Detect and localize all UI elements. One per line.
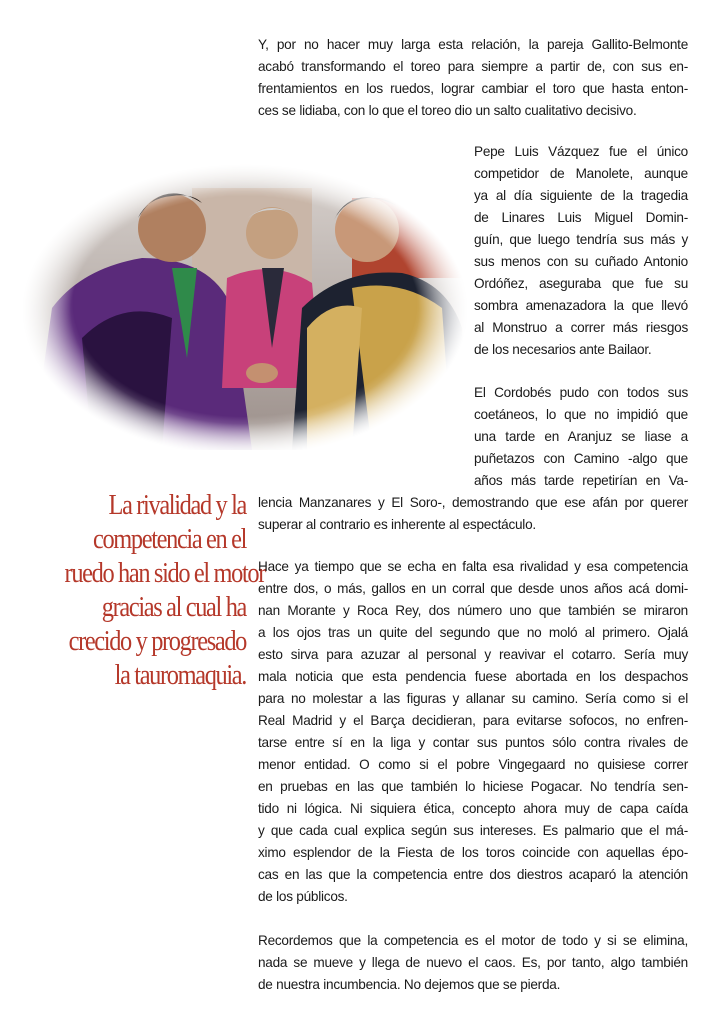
text-line: de Linares Luis Miguel Domin- [474, 210, 688, 225]
text-line: acabó transformando el toreo para siempre a partir de, con sus en- [258, 59, 688, 74]
text-line: nada se mueve y llega de nuevo el caos. Es, por tanto, algo también [258, 955, 688, 970]
text-line: superar al contrario es inherente al espectáculo. [258, 517, 536, 532]
text-line: nan Morante y Roca Rey, dos número uno que también se miraron [258, 603, 688, 618]
text-line: en pruebas en las que también lo hiciese Pogacar. No tendría sen- [258, 779, 688, 794]
text-line: Ordóñez, aseguraba que fue su [474, 276, 688, 291]
text-line: años más tarde repetirían en Va- [474, 473, 688, 488]
text-line: mala noticia que esta pendencia fuese abortada en los despachos [258, 669, 688, 684]
closing-paragraph [258, 930, 688, 996]
text-line: lencia Manzanares y El Soro-, demostrando que ese afán por querer [258, 495, 688, 510]
cordobes-paragraph-continued [258, 492, 688, 536]
text-line: a los ojos tras un quite del segundo que no moló al primero. Ojalá [258, 625, 688, 640]
text-line: de nuestra incumbencia. No dejemos que se pierda. [258, 977, 561, 992]
text-line: guín, que luego tendría sus más y [474, 232, 688, 247]
text-line: de los públicos. [258, 889, 348, 904]
pull-quote-line: La rivalidad y la [108, 489, 246, 521]
text-line: esto sirva para azuzar al personal y reavivar el cotarro. Sería muy [258, 647, 688, 662]
text-line: Y, por no hacer muy larga esta relación, la pareja Gallito-Belmonte [258, 37, 688, 52]
text-line: frentamientos en los ruedos, lograr cambiar el toro que hasta enton- [258, 81, 688, 96]
text-line: sombra amenazadora la que llevó [474, 298, 688, 313]
text-line: tarse entre sí en la liga y contar sus puntos sólo contra rivales de [258, 735, 688, 750]
text-line: menor entidad. O como si el pobre Vingegaard no quisiese correr [258, 757, 688, 772]
text-line: Recordemos que la competencia es el motor de todo y si se elimina, [258, 933, 688, 948]
text-line: entre dos, o más, gallos en un corral que desde unos años acá domi- [258, 581, 688, 596]
bullfighters-photo [22, 158, 468, 450]
pull-quote-line: competencia en el [93, 523, 246, 555]
text-line: para no molestar a las figuras y allanar su camino. Sería como si el [258, 691, 688, 706]
text-line: coetáneos, lo que no impidió que [474, 407, 688, 422]
pull-quote-line: ruedo han sido el motor [64, 557, 266, 589]
text-line: de los necesarios ante Bailaor. [474, 342, 652, 357]
text-line: El Cordobés pudo con todos sus [474, 385, 688, 400]
pull-quote [64, 488, 266, 692]
manolete-paragraph [474, 141, 688, 361]
pull-quote-line: gracias al cual ha [101, 591, 246, 623]
text-line: ces se lidiaba, con lo que el toreo dio un salto cualitativo decisivo. [258, 103, 637, 118]
text-line: puñetazos con Camino -algo que [474, 451, 688, 466]
text-line: Hace ya tiempo que se echa en falta esa rivalidad y esa competencia [258, 559, 688, 574]
text-line: y que cada cual explica según sus intereses. Es palmario que el má- [258, 823, 688, 838]
text-line: sus menos con su cuñado Antonio [474, 254, 688, 269]
text-line: tido ni lógica. Ni siquiera ética, concepto ahora muy de capa caída [258, 801, 688, 816]
pull-quote-line: la tauromaquia. [114, 659, 246, 691]
rivalry-paragraph [258, 556, 688, 908]
cordobes-paragraph [474, 382, 688, 492]
text-line: ya al día siguiente de la tragedia [474, 188, 688, 203]
intro-paragraph [258, 34, 688, 122]
text-line: ximo esplendor de la Fiesta de los toros coincide con aquellas épo- [258, 845, 688, 860]
text-line: una tarde en Aranjuz se liase a [474, 429, 688, 444]
text-line: competidor de Manolete, aunque [474, 166, 688, 181]
text-line: Real Madrid y el Barça decidieran, para evitarse sofocos, no enfren- [258, 713, 688, 728]
pull-quote-line: crecido y progresado [68, 625, 247, 657]
text-line: cas en las que la competencia entre dos diestros acaparó la atención [258, 867, 688, 882]
text-line: Pepe Luis Vázquez fue el único [474, 144, 688, 159]
text-line: al Monstruo a correr más riesgos [474, 320, 688, 335]
